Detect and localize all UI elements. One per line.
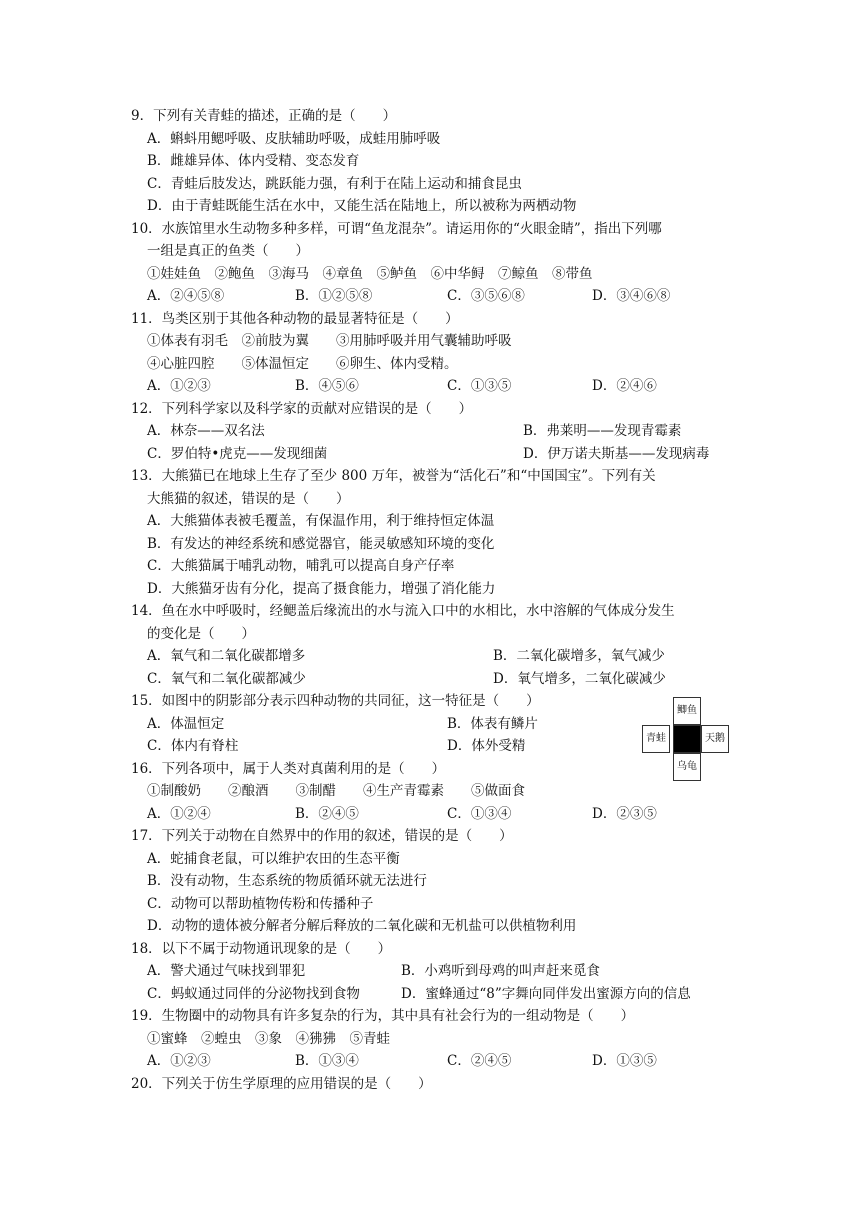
q12-option-b: B．弗莱明——发现青霉素 <box>523 423 682 439</box>
q14-stem-line1: 14．鱼在水中呼吸时，经鳃盖后缘流出的水与流入口中的水相比，水中溶解的气体成分发生 <box>131 603 675 619</box>
q18-option-c: C．蚂蚁通过同伴的分泌物找到食物 <box>147 986 360 1002</box>
q14-stem-line2: 的变化是（ ） <box>147 626 255 642</box>
q9-option-d: D．由于青蛙既能生活在水中，又能生活在陆地上，所以被称为两栖动物 <box>147 198 577 214</box>
q11-items-line1: ①体表有羽毛 ②前肢为翼 ③用肺呼吸并用气囊辅助呼吸 <box>147 333 512 349</box>
q13-option-a: A．大熊猫体表被毛覆盖，有保温作用，利于维持恒定体温 <box>147 513 495 529</box>
q18-option-a: A．警犬通过气味找到罪犯 <box>147 963 306 979</box>
q16-option-d: D．②③⑤ <box>592 806 657 822</box>
q20-stem: 20．下列关于仿生学原理的应用错误的是（ ） <box>131 1076 432 1092</box>
q15-animal-diagram <box>642 697 732 787</box>
q10-items: ①娃娃鱼 ②鲍鱼 ③海马 ④章鱼 ⑤鲈鱼 ⑥中华鲟 ⑦鲸鱼 ⑧带鱼 <box>147 266 593 282</box>
q16-option-c: C．①③④ <box>447 806 512 822</box>
q14-option-c: C．氧气和二氧化碳都减少 <box>147 671 306 687</box>
q16-items: ①制酸奶 ②酿酒 ③制醋 ④生产青霉素 ⑤做面食 <box>147 783 525 799</box>
q10-stem-line1: 10．水族馆里水生动物多种多样，可谓“鱼龙混杂”。请运用你的“火眼金睛”，指出下列哪 <box>131 221 662 237</box>
diagram-cell-left: 青蛙 <box>642 725 670 753</box>
q13-option-d: D．大熊猫牙齿有分化，提高了摄食能力，增强了消化能力 <box>147 581 496 597</box>
q14-option-a: A．氧气和二氧化碳都增多 <box>147 648 306 664</box>
q10-stem-line2: 一组是真正的鱼类（ ） <box>147 243 309 259</box>
q19-option-b: B．①③④ <box>295 1053 359 1069</box>
q11-option-a: A．①②③ <box>147 378 211 394</box>
q19-option-c: C．②④⑤ <box>447 1053 512 1069</box>
q11-option-c: C．①③⑤ <box>447 378 512 394</box>
q9-stem: 9．下列有关青蛙的描述，正确的是（ ） <box>131 108 397 124</box>
q15-option-c: C．体内有脊柱 <box>147 738 239 754</box>
diagram-cell-bottom: 乌龟 <box>673 753 701 781</box>
q19-option-a: A．①②③ <box>147 1053 211 1069</box>
q13-option-b: B．有发达的神经系统和感觉器官，能灵敏感知环境的变化 <box>147 536 495 552</box>
q12-option-c: C．罗伯特•虎克——发现细菌 <box>147 446 328 462</box>
q11-option-d: D．②④⑥ <box>592 378 657 394</box>
q9-option-a: A．蝌蚪用鳃呼吸、皮肤辅助呼吸，成蛙用肺呼吸 <box>147 131 441 147</box>
q11-option-b: B．④⑤⑥ <box>295 378 359 394</box>
q17-option-b: B．没有动物，生态系统的物质循环就无法进行 <box>147 873 427 889</box>
q9-option-b: B．雌雄异体、体内受精、变态发育 <box>147 153 360 169</box>
q10-option-a: A．②④⑤⑧ <box>147 288 225 304</box>
q15-option-a: A．体温恒定 <box>147 716 225 732</box>
q9-option-c: C．青蛙后肢发达，跳跃能力强，有利于在陆上运动和捕食昆虫 <box>147 176 522 192</box>
q15-stem: 15．如图中的阴影部分表示四种动物的共同征，这一特征是（ ） <box>131 693 540 709</box>
q14-option-b: B．二氧化碳增多，氧气减少 <box>493 648 665 664</box>
q10-option-b: B．①②⑤⑧ <box>295 288 373 304</box>
q13-stem-line1: 13．大熊猫已在地球上生存了至少 800 万年，被誉为“活化石”和“中国国宝”。下列有关 <box>131 468 656 484</box>
q10-option-d: D．③④⑥⑧ <box>592 288 671 304</box>
q11-stem: 11．鸟类区别于其他各种动物的最显著特征是（ ） <box>131 311 459 327</box>
q12-option-a: A．林奈——双名法 <box>147 423 265 439</box>
q19-stem: 19．生物圈中的动物具有许多复杂的行为，其中具有社会行为的一组动物是（ ） <box>131 1008 635 1024</box>
q18-option-b: B．小鸡听到母鸡的叫声赶来觅食 <box>401 963 600 979</box>
q16-option-b: B．②④⑤ <box>295 806 359 822</box>
q17-option-d: D．动物的遗体被分解者分解后释放的二氧化碳和无机盐可以供植物利用 <box>147 918 577 934</box>
q12-option-d: D．伊万诺夫斯基——发现病毒 <box>523 446 710 462</box>
q11-items-line2: ④心脏四腔 ⑤体温恒定 ⑥卵生、体内受精。 <box>147 356 458 372</box>
q16-option-a: A．①②④ <box>147 806 211 822</box>
q12-stem: 12．下列科学家以及科学家的贡献对应错误的是（ ） <box>131 401 473 417</box>
q18-stem: 18．以下不属于动物通讯现象的是（ ） <box>131 941 392 957</box>
q15-option-b: B．体表有鳞片 <box>447 716 538 732</box>
q15-option-d: D．体外受精 <box>447 738 526 754</box>
q18-option-d: D．蜜蜂通过“8”字舞向同伴发出蜜源方向的信息 <box>401 986 691 1002</box>
diagram-cell-right: 天鹅 <box>701 725 729 753</box>
q19-option-d: D．①③⑤ <box>592 1053 657 1069</box>
q19-items: ①蜜蜂 ②蝗虫 ③象 ④狒狒 ⑤青蛙 <box>147 1031 390 1047</box>
q17-option-c: C．动物可以帮助植物传粉和传播种子 <box>147 896 374 912</box>
q13-option-c: C．大熊猫属于哺乳动物，哺乳可以提高自身产仔率 <box>147 558 455 574</box>
q16-stem: 16．下列各项中，属于人类对真菌利用的是（ ） <box>131 761 446 777</box>
q14-option-d: D．氧气增多，二氧化碳减少 <box>493 671 666 687</box>
q17-stem: 17．下列关于动物在自然界中的作用的叙述，错误的是（ ） <box>131 828 513 844</box>
diagram-cell-top: 鲫鱼 <box>673 697 701 725</box>
q13-stem-line2: 大熊猫的叙述，错误的是（ ） <box>147 491 350 507</box>
diagram-shaded-center <box>673 725 701 753</box>
q10-option-c: C．③⑤⑥⑧ <box>447 288 525 304</box>
q17-option-a: A．蛇捕食老鼠，可以维护农田的生态平衡 <box>147 851 400 867</box>
